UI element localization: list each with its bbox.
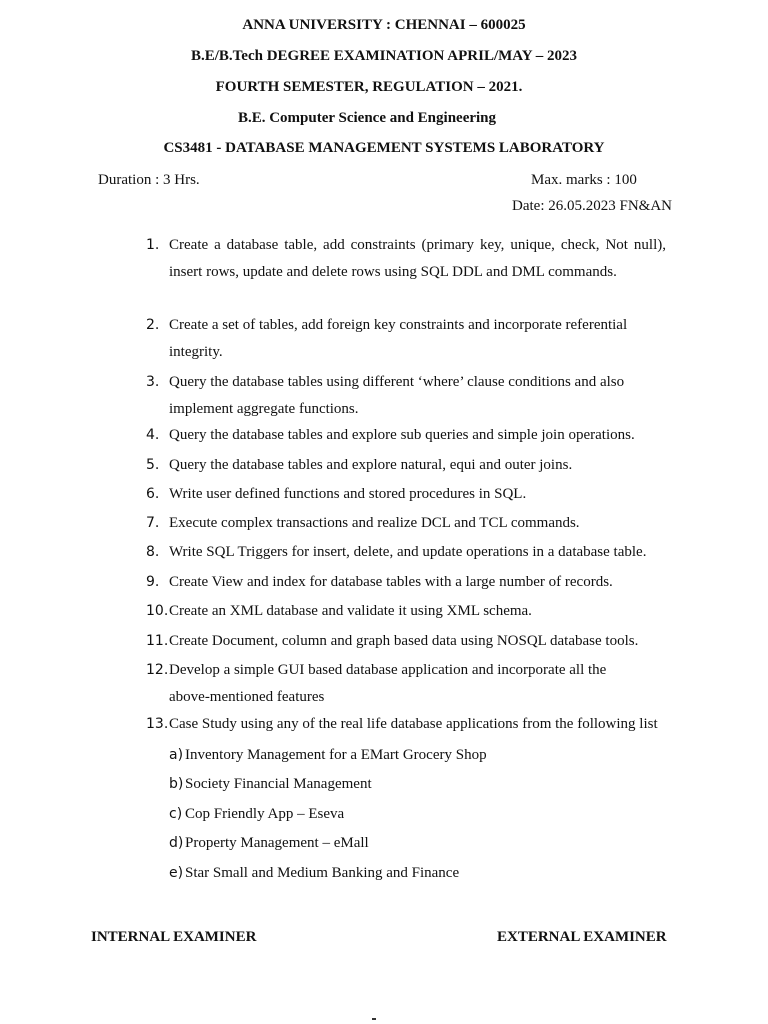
question-text: Execute complex transactions and realize DCL and TCL commands.: [169, 515, 580, 531]
case-study-letter: c): [169, 806, 183, 822]
question-number: 8.: [146, 544, 160, 560]
external-examiner: EXTERNAL EXAMINER: [497, 929, 667, 945]
question-number: 4.: [146, 427, 160, 443]
question-number: 5.: [146, 457, 160, 473]
case-study-item: [169, 833, 369, 853]
question-number: 11.: [146, 633, 169, 649]
question-text: Case Study using any of the real life database applications from the following list: [169, 716, 658, 732]
question-item: [146, 628, 666, 655]
question-item: [146, 598, 666, 625]
question-item: [146, 452, 666, 479]
case-study-text: Inventory Management for a EMart Grocery Shop: [185, 747, 487, 763]
case-study-text: Society Financial Management: [185, 776, 372, 792]
exam-title: B.E/B.Tech DEGREE EXAMINATION APRIL/MAY – 2023: [190, 48, 578, 64]
case-study-item: [169, 745, 487, 765]
case-study-letter: a): [169, 747, 184, 763]
question-item: [146, 232, 666, 286]
question-text: Write user defined functions and stored procedures in SQL.: [169, 486, 527, 502]
case-study-letter: b): [169, 776, 184, 792]
duration: Duration : 3 Hrs.: [98, 172, 200, 188]
question-text: Query the database tables and explore sub queries and simple join operations.: [169, 427, 635, 443]
question-number: 10.: [146, 603, 169, 619]
question-item: [146, 481, 666, 508]
internal-examiner: INTERNAL EXAMINER: [91, 929, 257, 945]
question-item: [146, 711, 706, 738]
question-item: [146, 569, 666, 596]
semester-title: FOURTH SEMESTER, REGULATION – 2021.: [215, 79, 523, 95]
max-marks: Max. marks : 100: [531, 172, 637, 188]
case-study-letter: d): [169, 835, 184, 851]
case-study-item: [169, 804, 344, 824]
course-title: CS3481 - DATABASE MANAGEMENT SYSTEMS LABORATORY: [163, 140, 605, 156]
case-study-text: Star Small and Medium Banking and Finance: [185, 865, 460, 881]
question-item: [146, 369, 666, 423]
university-title: ANNA UNIVERSITY : CHENNAI – 600025: [242, 17, 526, 33]
question-text: Develop a simple GUI based database application and incorporate all the above-mentioned features: [169, 662, 607, 705]
question-text: Query the database tables using different ‘where’ clause conditions and also implement aggregate functions.: [169, 374, 625, 417]
question-text: Create a set of tables, add foreign key constraints and incorporate referential integrity.: [169, 317, 628, 360]
question-number: 2.: [146, 317, 160, 333]
question-number: 12.: [146, 662, 169, 678]
question-item: [146, 657, 626, 711]
case-study-item: [169, 774, 372, 794]
question-text: Write SQL Triggers for insert, delete, and update operations in a database table.: [169, 544, 647, 560]
case-study-text: Property Management – eMall: [185, 835, 369, 851]
question-item: [146, 422, 686, 449]
question-number: 9.: [146, 574, 160, 590]
question-number: 7.: [146, 515, 160, 531]
exam-date: Date: 26.05.2023 FN&AN: [512, 198, 672, 214]
question-item: [146, 510, 666, 537]
question-text: Query the database tables and explore natural, equi and outer joins.: [169, 457, 573, 473]
question-text: Create an XML database and validate it using XML schema.: [169, 603, 532, 619]
question-number: 3.: [146, 374, 160, 390]
page-marker: [372, 1018, 376, 1020]
question-number: 6.: [146, 486, 160, 502]
question-text: Create View and index for database tables with a large number of records.: [169, 574, 613, 590]
case-study-text: Cop Friendly App – Eseva: [185, 806, 345, 822]
question-number: 13.: [146, 716, 169, 732]
case-study-item: [169, 863, 459, 883]
question-item: [146, 539, 706, 566]
case-study-letter: e): [169, 865, 184, 881]
question-item: [146, 312, 666, 366]
program-title: B.E. Computer Science and Engineering: [237, 110, 497, 126]
question-text: Create a database table, add constraints (primary key, unique, check, Not null), insert rows, update and delete rows using SQL DDL and DML commands.: [169, 237, 666, 280]
question-text: Create Document, column and graph based data using NOSQL database tools.: [169, 633, 639, 649]
question-number: 1.: [146, 237, 160, 253]
